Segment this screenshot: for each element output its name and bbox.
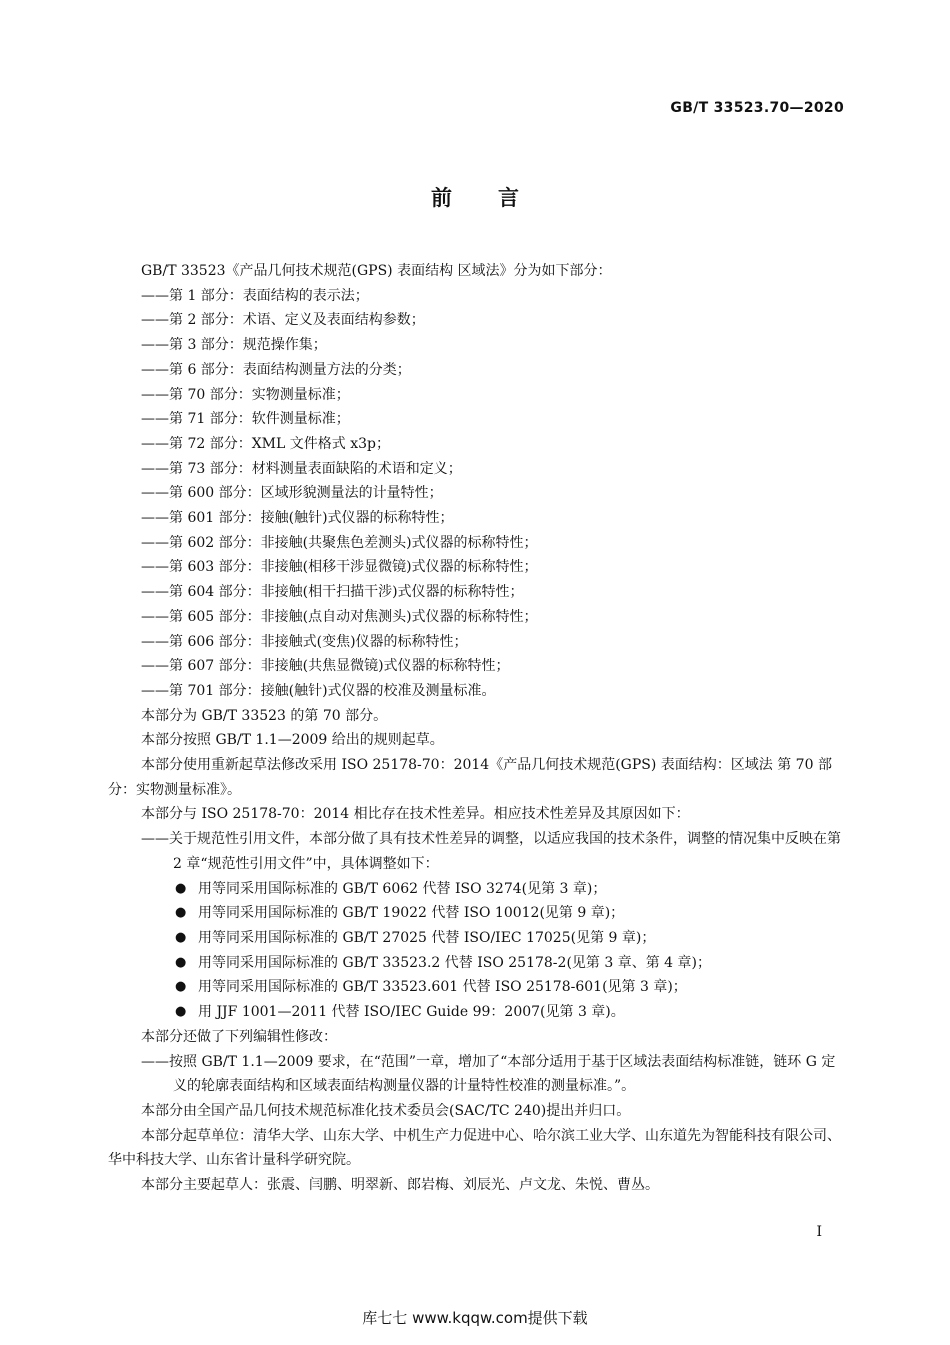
list-item: ——第 70 部分：实物测量标准； xyxy=(141,386,350,403)
list-item: ——第 2 部分：术语、定义及表面结构参数； xyxy=(141,312,425,329)
bullet-item: ● 用等同采用国际标准的 GB/T 27025 代替 ISO/IEC 17025(见第 9 章)； xyxy=(108,926,844,951)
list-item: ——第 604 部分：非接触(相干扫描干涉)式仪器的标称特性； xyxy=(141,584,524,601)
bullet-icon: ● xyxy=(175,929,187,945)
difference-item: ——关于规范性引用文件，本部分做了具有技术性差异的调整，以适应我国的技术条件，调整的情况集中反映在第 2 章“规范性引用文件”中，具体调整如下： xyxy=(141,831,841,872)
adoption-paragraph: 本部分使用重新起草法修改采用 ISO 25178-70：2014《产品几何技术规范(GPS) 表面结构：区域法 第 70 部分：实物测量标准》。 xyxy=(108,757,832,798)
page-title: 前言 xyxy=(431,186,565,210)
parts-list xyxy=(108,284,844,704)
bullet-item: ● 用等同采用国际标准的 GB/T 6062 代替 ISO 3274(见第 3 章)； xyxy=(108,877,844,902)
list-item: ——第 603 部分：非接触(相移干涉显微镜)式仪器的标称特性； xyxy=(141,559,538,576)
intro-paragraph: GB/T 33523《产品几何技术规范(GPS) 表面结构 区域法》分为如下部分： xyxy=(141,263,612,279)
standard-code: GB/T 33523.70—2020 xyxy=(670,100,844,116)
foreword-body xyxy=(108,259,844,1198)
list-item: ——第 3 部分：规范操作集； xyxy=(141,337,327,354)
list-item: ——第 72 部分：XML 文件格式 x3p； xyxy=(141,435,390,452)
difference-paragraph: 本部分与 ISO 25178-70：2014 相比存在技术性差异。相应技术性差异及其原因如下： xyxy=(141,806,690,823)
list-item: ——第 6 部分：表面结构测量方法的分类； xyxy=(141,361,411,378)
bullet-item: ● 用等同采用国际标准的 GB/T 33523.601 代替 ISO 25178-601(见第 3 章)； xyxy=(108,975,844,1000)
list-item: ——第 605 部分：非接触(点自动对焦测头)式仪器的标称特性； xyxy=(141,608,538,625)
bullet-item: ● 用 JJF 1001—2011 代替 ISO/IEC Guide 99：2007(见第 3 章)。 xyxy=(108,1000,844,1025)
bullet-icon: ● xyxy=(175,979,187,995)
list-item: ——第 607 部分：非接触(共焦显微镜)式仪器的标称特性； xyxy=(141,658,510,675)
list-item: ——第 1 部分：表面结构的表示法； xyxy=(141,287,369,304)
part70-paragraph: 本部分为 GB/T 33523 的第 70 部分。 xyxy=(141,707,388,724)
bullet-item: ● 用等同采用国际标准的 GB/T 33523.2 代替 ISO 25178-2(见第 3 章、第 4 章)； xyxy=(108,951,844,976)
bullet-icon: ● xyxy=(175,954,187,970)
bullet-icon: ● xyxy=(175,1004,187,1020)
bullet-icon: ● xyxy=(175,905,187,921)
adjustment-list xyxy=(108,877,844,1025)
download-footer: 库七七 www.kqqw.com提供下载 xyxy=(362,1309,588,1327)
bullet-icon: ● xyxy=(175,880,187,896)
list-item: ——第 73 部分：材料测量表面缺陷的术语和定义； xyxy=(141,460,462,477)
list-item: ——第 606 部分：非接触式(变焦)仪器的标称特性； xyxy=(141,633,468,650)
list-item: ——第 701 部分：接触(触针)式仪器的校准及测量标准。 xyxy=(141,682,496,699)
editorial-paragraph: 本部分还做了下列编辑性修改： xyxy=(141,1028,337,1045)
bullet-item: ● 用等同采用国际标准的 GB/T 19022 代替 ISO 10012(见第 9 章)； xyxy=(108,901,844,926)
list-item: ——第 602 部分：非接触(共聚焦色差测头)式仪器的标称特性； xyxy=(141,534,538,551)
drafters-paragraph: 本部分主要起草人：张震、闫鹏、明翠新、郎岩梅、刘辰光、卢文龙、朱悦、曹丛。 xyxy=(141,1177,659,1194)
list-item: ——第 600 部分：区域形貌测量法的计量特性； xyxy=(141,485,443,502)
list-item: ——第 71 部分：软件测量标准； xyxy=(141,411,350,428)
proposer-paragraph: 本部分由全国产品几何技术规范标准化技术委员会(SAC/TC 240)提出并归口。 xyxy=(141,1102,631,1119)
page-number: I xyxy=(816,1224,822,1240)
editorial-item: ——按照 GB/T 1.1—2009 要求，在“范围”一章，增加了“本部分适用于基于区域法表面结构标准链，链环 G 定义的轮廓表面结构和区域表面结构测量仪器的计量特性校准的测量标准。”。 xyxy=(141,1053,836,1095)
list-item: ——第 601 部分：接触(触针)式仪器的标称特性； xyxy=(141,510,454,527)
drafting-units-paragraph: 本部分起草单位：清华大学、山东大学、中机生产力促进中心、哈尔滨工业大学、山东道先为智能科技有限公司、华中科技大学、山东省计量科学研究院。 xyxy=(108,1127,841,1169)
rules-paragraph: 本部分按照 GB/T 1.1—2009 给出的规则起草。 xyxy=(141,732,444,749)
